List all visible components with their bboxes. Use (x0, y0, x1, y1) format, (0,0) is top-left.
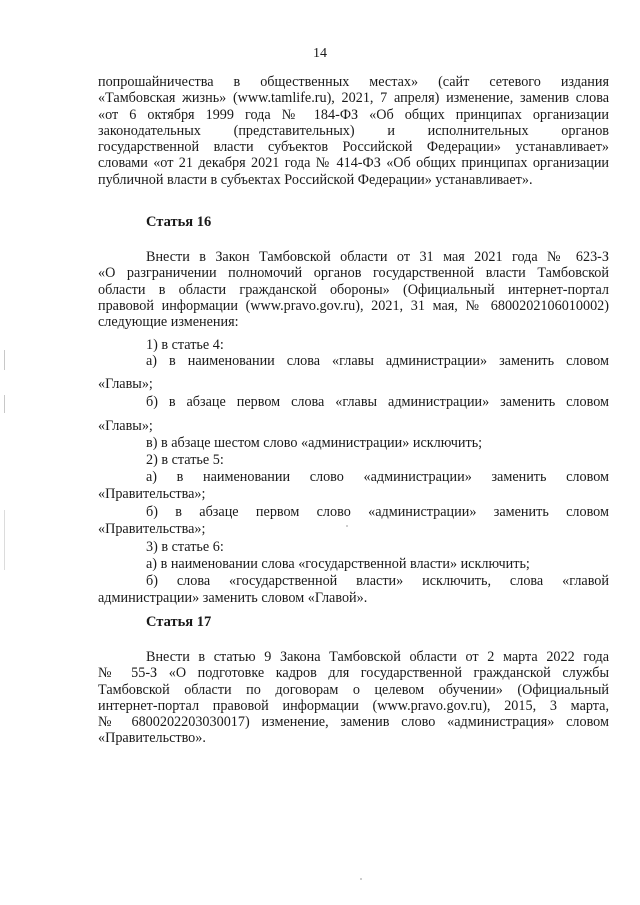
list-item: б) в абзаце первом слова «главы администрации» заменить словом (146, 394, 609, 411)
scan-artifact (4, 350, 5, 370)
text-line: следующие изменения: (98, 314, 239, 331)
list-item: а) в наименовании слово «администрации» заменить словом (146, 469, 609, 486)
list-item: 2) в статье 5: (146, 452, 224, 469)
text-line: правовой информации (www.pravo.gov.ru), 2021, 31 мая, № 6800202106010002) (98, 297, 609, 314)
scan-artifact (346, 525, 348, 527)
article-16-items (98, 337, 609, 607)
text-line: законодательных (представительных) и исполнительных органов (98, 122, 609, 139)
text-line: словами «от 21 декабря 2021 года № 414-ФЗ «Об общих принципах организации (98, 155, 609, 172)
text-line: области в области гражданской обороны» (Официальный интернет-портал (98, 281, 609, 298)
page-number: 14 (313, 46, 327, 61)
article-16-heading: Статья 16 (146, 214, 212, 230)
article-16-intro (98, 249, 609, 330)
list-item: «Главы»; (98, 418, 153, 435)
list-item: а) в наименовании слова «главы администрации» заменить словом (146, 353, 609, 370)
text-line: публичной власти в субъектах Российской Федерации» устанавливает». (98, 171, 533, 188)
list-item: 3) в статье 6: (146, 539, 224, 556)
scan-artifact (4, 395, 5, 413)
text-line: Тамбовской области по договорам о целевом обучении» (Официальный (98, 681, 609, 698)
list-item: «Главы»; (98, 376, 153, 393)
text-line: № 6800202203030017) изменение, заменив слово «администрация» словом (98, 714, 609, 731)
text-line: «Тамбовская жизнь» (www.tamlife.ru), 2021, 7 апреля) изменение, заменив слова (98, 90, 609, 107)
list-item: б) слова «государственной власти» исключить, слова «главой (146, 573, 609, 590)
list-item: администрации» заменить словом «Главой». (98, 590, 368, 607)
text-line: № 55-З «О подготовке кадров для государственной гражданской службы (98, 665, 609, 682)
scan-artifact (360, 878, 362, 880)
text-line: «от 6 октября 1999 года № 184-ФЗ «Об общих принципах организации (98, 106, 609, 123)
list-item: «Правительства»; (98, 521, 206, 538)
list-item: в) в абзаце шестом слово «администрации» исключить; (146, 435, 483, 452)
text-line: Внести в Закон Тамбовской области от 31 мая 2021 года № 623-З (146, 249, 609, 265)
text-line: попрошайничества в общественных местах» (сайт сетевого издания (98, 74, 609, 90)
list-item: «Правительства»; (98, 486, 206, 503)
text-line: «Правительство». (98, 730, 206, 747)
scan-artifact (4, 510, 5, 570)
article-17-heading: Статья 17 (146, 614, 212, 630)
text-line: Внести в статью 9 Закона Тамбовской области от 2 марта 2022 года (146, 649, 609, 665)
list-item: б) в абзаце первом слово «администрации» заменить словом (146, 504, 609, 521)
list-item: 1) в статье 4: (146, 337, 224, 353)
list-item: а) в наименовании слова «государственной власти» исключить; (146, 556, 530, 573)
text-line: государственной власти субъектов Российской Федерации» устанавливает» (98, 139, 609, 156)
paragraph-continuation (98, 74, 609, 188)
text-line: интернет-портал правовой информации (www.pravo.gov.ru), 2015, 3 марта, (98, 697, 609, 714)
article-17-text (98, 649, 609, 747)
text-line: «О разграничении полномочий органов государственной власти Тамбовской (98, 265, 609, 282)
